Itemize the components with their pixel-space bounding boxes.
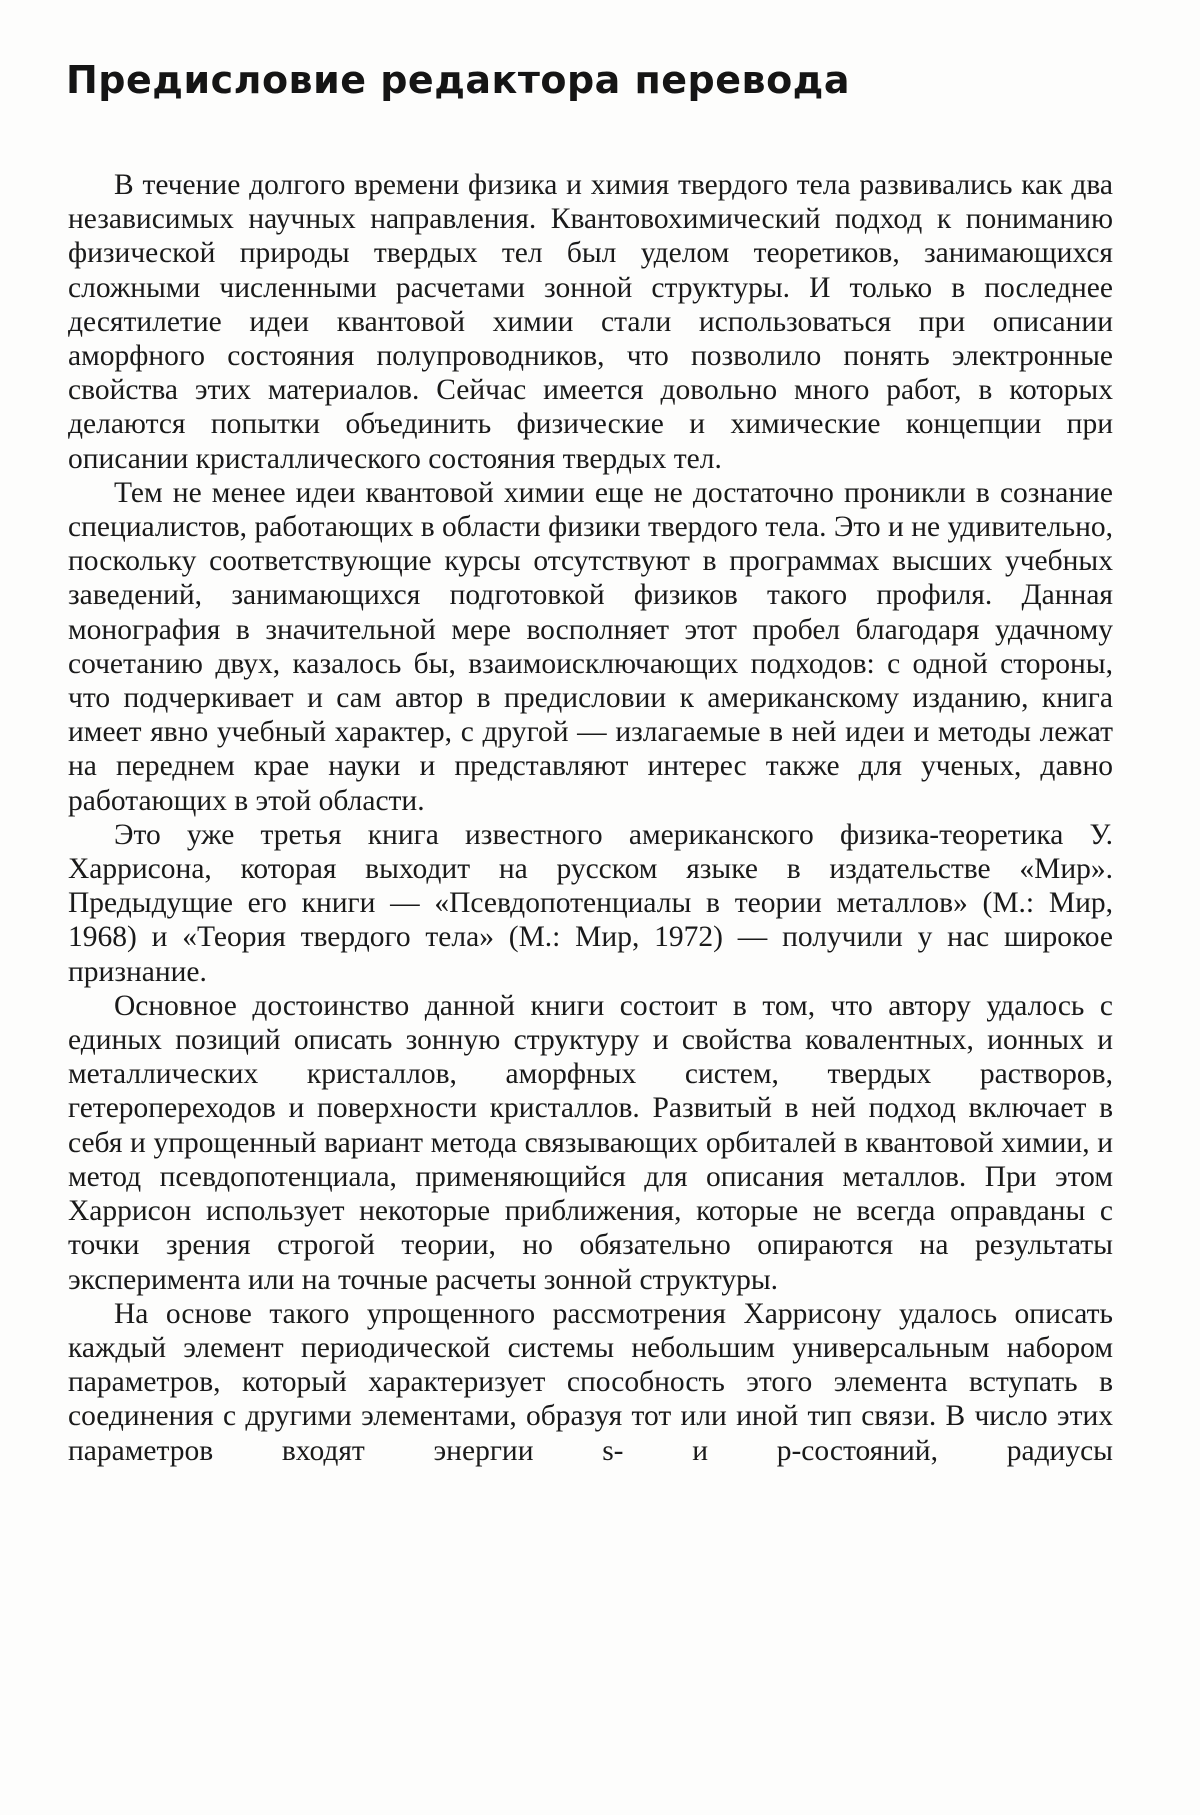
- paragraph-1: В течение долгого времени физика и химия твердого тела развивались как два независимых научных направления. Квантовохимический подход к пониманию физической природы твердых тел был уделом теоретиков, занимающихся сложными численными расчетами зонной структуры. И только в последнее десятилетие идеи квантовой химии стали использоваться при описании аморфного состояния полупроводников, что позволило понять электронные свойства этих материалов. Сейчас имеется довольно много работ, в которых делаются попытки объединить физические и химические концепции при описании кристаллического состояния твердых тел.: [68, 169, 1113, 475]
- page-title: Предисловие редактора перевода: [66, 58, 851, 102]
- body-text: [68, 168, 1113, 1468]
- paragraph-4: Основное достоинство данной книги состоит в том, что автору удалось с единых позиций описать зонную структуру и свойства ковалентных, ионных и металлических кристаллов, аморфных систем, твердых растворов, гетеропереходов и поверхности кристаллов. Развитый в ней подход включает в себя и упрощенный вариант метода связывающих орбиталей в квантовой химии, и метод псевдопотенциала, применяющийся для описания металлов. При этом Харрисон использует некоторые приближения, которые не всегда оправданы с точки зрения строгой теории, но обязательно опираются на результаты эксперимента или на точные расчеты зонной структуры.: [68, 989, 1113, 1296]
- paragraph-5: На основе такого упрощенного рассмотрения Харрисону удалось описать каждый элемент периодической системы небольшим универсальным набором параметров, который характеризует способность этого элемента вступать в соединения с другими элементами, образуя тот или иной тип связи. В число этих параметров входят энергии s- и p-состояний, радиусы: [68, 1297, 1113, 1467]
- paragraph-3: Это уже третья книга известного американского физика-теоретика У. Харрисона, которая выходит на русском языке в издательстве «Мир». Предыдущие его книги — «Псевдопотенциалы в теории металлов» (М.: Мир, 1968) и «Теория твердого тела» (М.: Мир, 1972) — получили у нас широкое признание.: [68, 818, 1113, 988]
- paragraph-2: Тем не менее идеи квантовой химии еще не достаточно проникли в сознание специалистов, работающих в области физики твердого тела. Это и не удивительно, поскольку соответствующие курсы отсутствуют в программах высших учебных заведений, занимающихся подготовкой физиков такого профиля. Данная монография в значительной мере восполняет этот пробел благодаря удачному сочетанию двух, казалось бы, взаимоисключающих подходов: с одной стороны, что подчеркивает и сам автор в предисловии к американскому изданию, книга имеет явно учебный характер, с другой — излагаемые в ней идеи и методы лежат на переднем крае науки и представляют интерес также для ученых, давно работающих в этой области.: [68, 476, 1113, 817]
